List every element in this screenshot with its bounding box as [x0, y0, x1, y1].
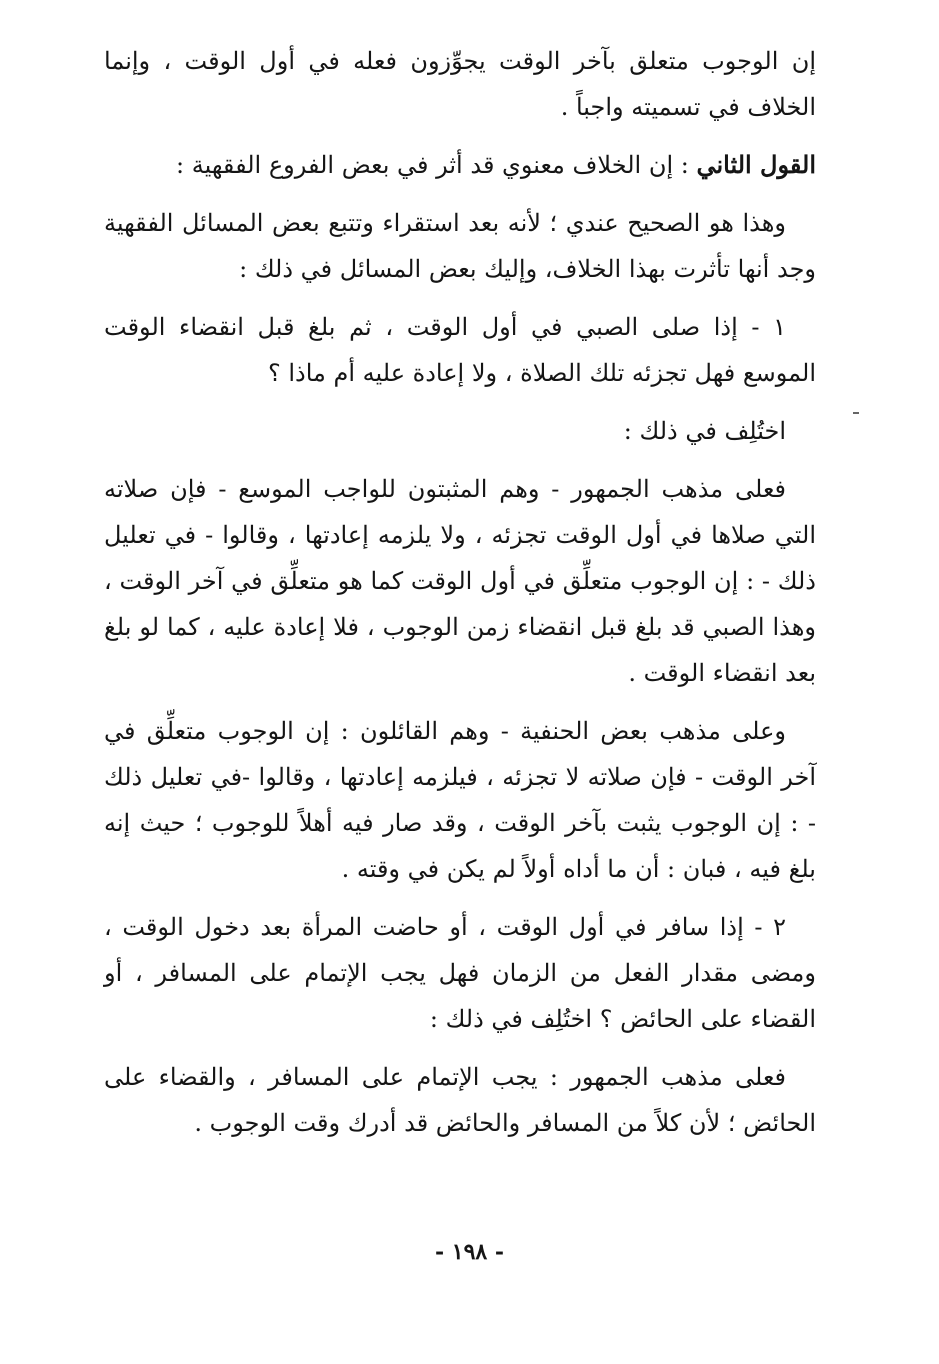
paragraph-4-text: ١ - إذا صلى الصبي في أول الوقت ، ثم بلغ قبل انقضاء الوقت الموسع فهل تجزئه تلك الصلاة ، ولا إعادة عليه أم ماذا ؟	[104, 313, 816, 387]
paragraph-1	[104, 38, 816, 130]
page-body	[104, 38, 816, 1158]
page-number: - ١٩٨ -	[434, 1239, 505, 1265]
paragraph-4	[104, 304, 816, 396]
scan-speck	[853, 412, 859, 414]
paragraph-9-text: فعلى مذهب الجمهور : يجب الإتمام على المسافر ، والقضاء على الحائض ؛ لأن كلاً من المسافر والحائض قد أدرك وقت الوجوب .	[104, 1063, 816, 1137]
paragraph-2	[104, 142, 816, 188]
paragraph-5	[104, 408, 816, 454]
paragraph-2-heading: القول الثاني	[696, 150, 816, 179]
paragraph-8-text: ٢ - إذا سافر في أول الوقت ، أو حاضت المرأة بعد دخول الوقت ، ومضى مقدار الفعل من الزمان فهل يجب الإتمام على المسافر ، أو القضاء على الحائض ؟ اختُلِف في ذلك :	[104, 913, 816, 1033]
paragraph-2-text: : إن الخلاف معنوي قد أثر في بعض الفروع الفقهية :	[176, 151, 697, 179]
paragraph-9	[104, 1054, 816, 1146]
paragraph-8	[104, 904, 816, 1042]
paragraph-3	[104, 200, 816, 292]
paragraph-1-text: إن الوجوب متعلق بآخر الوقت يجوِّزون فعله في أول الوقت ، وإنما الخلاف في تسميته واجباً .	[104, 47, 816, 121]
paragraph-3-text: وهذا هو الصحيح عندي ؛ لأنه بعد استقراء وتتبع بعض المسائل الفقهية وجد أنها تأثرت بهذا الخلاف، وإليك بعض المسائل في ذلك :	[104, 209, 816, 283]
paragraph-6-text: فعلى مذهب الجمهور - وهم المثبتون للواجب الموسع - فإن صلاته التي صلاها في أول الوقت تجزئه ، ولا يلزمه إعادتها ، وقالوا - في تعليل ذلك - : إن الوجوب متعلِّق في أول الوقت كما هو متعلِّق في آخر الوقت ، وهذا الصبي قد بلغ قبل انقضاء زمن الوجوب ، فلا إعادة عليه ، كما لو بلغ بعد انقضاء الوقت .	[104, 475, 817, 687]
paragraph-5-text: اختُلِف في ذلك :	[623, 417, 786, 445]
paragraph-6	[104, 466, 816, 696]
paragraph-7	[104, 708, 816, 892]
paragraph-7-text: وعلى مذهب بعض الحنفية - وهم القائلون : إن الوجوب متعلِّق في آخر الوقت - فإن صلاته لا تجزئه ، فيلزمه إعادتها ، وقالوا -في تعليل ذلك - : إن الوجوب يثبت بآخر الوقت ، وقد صار فيه أهلاً للوجوب ؛ حيث إنه بلغ فيه ، فبان : أن ما أداه أولاً لم يكن في وقته .	[104, 717, 816, 883]
